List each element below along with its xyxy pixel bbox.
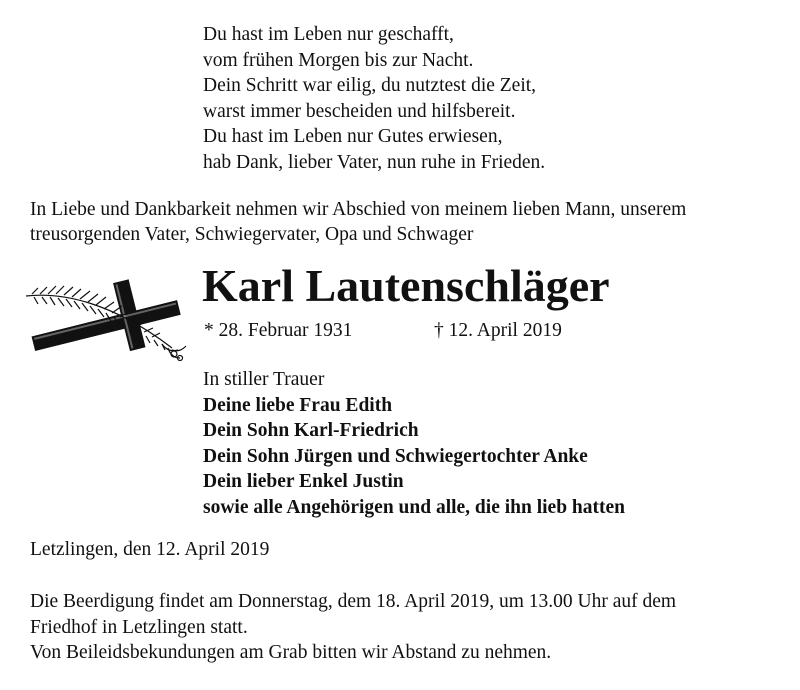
intro-line: treusorgenden Vater, Schwiegervater, Opa und Schwager <box>30 224 474 245</box>
mourner-entry: Dein Sohn Karl-Friedrich <box>203 420 419 441</box>
poem <box>203 22 545 175</box>
mourners-heading: In stiller Trauer <box>203 369 325 390</box>
mourner-entry: Dein Sohn Jürgen und Schwiegertochter Anke <box>203 445 588 467</box>
funeral-notice <box>30 589 676 666</box>
birth-date: * 28. Februar 1931 <box>204 320 353 341</box>
poem-line: Dein Schritt war eilig, du nutztest die Zeit, <box>203 75 537 96</box>
mourners-list <box>203 367 625 520</box>
farewell-intro <box>30 197 790 247</box>
mourner-entry: Deine liebe Frau Edith <box>203 394 393 416</box>
poem-line: vom frühen Morgen bis zur Nacht. <box>203 49 474 71</box>
poem-line: Du hast im Leben nur geschafft, <box>203 24 454 45</box>
death-date: † 12. April 2019 <box>434 320 562 341</box>
poem-line: hab Dank, lieber Vater, nun ruhe in Frieden. <box>203 151 546 173</box>
cross-with-palm-branch-icon <box>22 278 190 364</box>
poem-line: Du hast im Leben nur Gutes erwiesen, <box>203 126 503 147</box>
deceased-name: Karl Lautenschläger <box>202 260 610 311</box>
mourner-entry: sowie alle Angehörigen und alle, die ihn lieb hatten <box>203 496 626 518</box>
funeral-line: Friedhof in Letzlingen statt. <box>30 616 248 638</box>
intro-line: In Liebe und Dankbarkeit nehmen wir Abschied von meinem lieben Mann, unserem <box>30 199 687 220</box>
mourner-entry: Dein lieber Enkel Justin <box>203 471 404 492</box>
funeral-line: Die Beerdigung findet am Donnerstag, dem 18. April 2019, um 13.00 Uhr auf dem <box>30 591 677 612</box>
funeral-line: Von Beileidsbekundungen am Grab bitten wir Abstand zu nehmen. <box>30 642 552 663</box>
place-and-date: Letzlingen, den 12. April 2019 <box>30 539 270 560</box>
poem-line: warst immer bescheiden und hilfsbereit. <box>203 100 516 122</box>
